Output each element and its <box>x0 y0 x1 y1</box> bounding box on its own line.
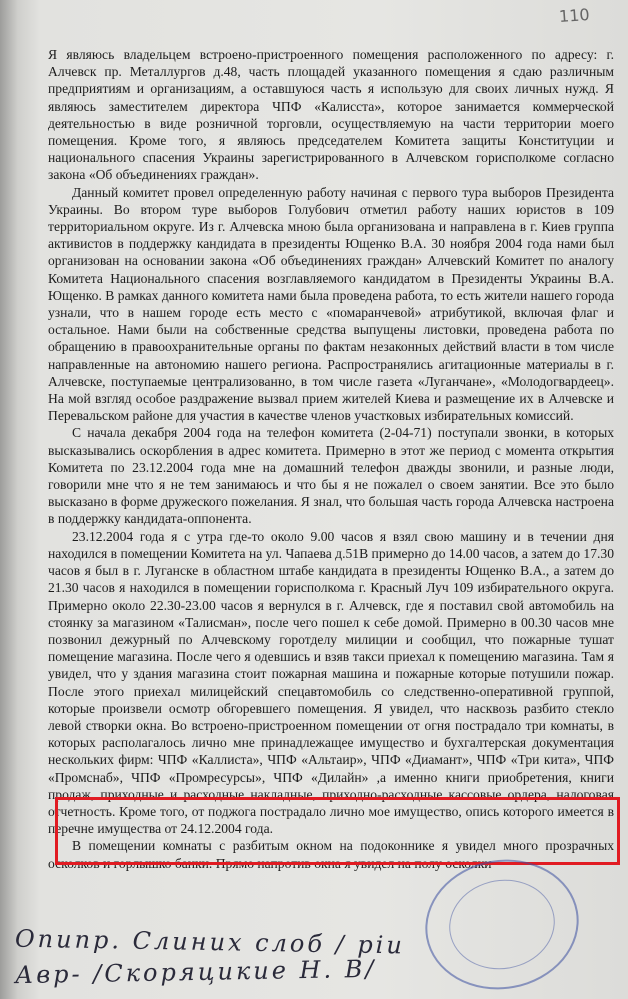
highlight-box <box>55 797 620 865</box>
handwritten-signature: Авр- /Скоряцикие Н. В/ <box>14 954 377 990</box>
paragraph-window: В помещении комнаты с разбитым окном на подоконнике я увидел много прозрачных осколков и горлышко банки. Прямо напротив окна я увидел на полу осколки <box>48 838 614 871</box>
paragraph-owner: Я являюсь владельцем встроено-пристроенного помещения расположенного по адресу: г. Алчевск пр. Металлургов д.48, часть площадей указанного помещения я сдаю различным предприятиям и организациям, а оставшуюся часть я использую для своих личных нужд. Я являюсь заместителем директора ЧПФ «Калисста», которое занимается коммерческой деятельностью в виде розничной торговли, осуществляемую на части территории моего помещения. Кроме того, я являюсь председателем Комитета защиты Конституции и национального спасения Украины зарегистрированного в Алчевском горисполкоме согласно закона «Об объединениях граждан». <box>48 47 614 183</box>
page-number: 110 <box>558 4 591 27</box>
handwritten-note: Опипр. Слиних слоб / ріи <box>14 924 406 960</box>
paragraph-calls: С начала декабря 2004 года на телефон комитета (2-04-71) поступали звонки, в которых высказывались оскорбления в адрес комитета. Примерно в этот же период с момента открытия Комитета по 23.12.2004 года мне на домашний телефон дважды звонили, и разные люди, говорили мне что я не тем занимаюсь и что бы я не пожалел о своем занятии. Все это было высказано в форме дружеского пожелания. Я знал, что большая часть города Алчевска настроена в поддержку кандидата-оппонента. <box>48 425 614 527</box>
paragraph-fire: 23.12.2004 года я с утра где-то около 9.00 часов я взял свою машину и в течении дня находился в помещении Комитета на ул. Чапаева д.51В примерно до 14.00 часов, а затем до 17.30 часов я был в г. Луганске в областном штабе кандидата в президенты Ющенко В.А., а затем до 21.30 часов я находился в помещении горисполкома г. Красный Луч 109 избирательного округа. Примерно около 22.30-23.00 часов я вернулся в г. Алчевск, где я поставил свой автомобиль на стоянку за магазином «Талисман», после чего пошел к себе домой. Примерно в 00.30 часов мне позвонил дежурный по Алчевскому горотделу милиции и сообщил, что пожарные тушат помещение магазина. После чего я одевшись и взяв такси приехал к помещению магазина. Там я увидел, что у здания магазина стоит пожарная машина и пожарные которые потушили пожар. После этого приехал милицейский спецавтомобиль со следственно-оперативной группой, которые произвели осмотр обгоревшего помещения. Я увидел, что насквозь разбито стекло левой створки окна. Во встроено-пристроенном помещении от огня пострадало три комнаты, в которых располагалось лично мне принадлежащее имущество и бухгалтерская документация нескольких фирм: ЧПФ «Каллиста», ЧПФ «Альтаир», ЧПФ «Диамант», ЧПФ «Три кита», ЧПФ «Промснаб», ЧПФ «Промресурсы», ЧПФ «Дилайн» ,а именно книги приобретения, книги продаж, приходные и расходные накладные, приходно-расходные кассовые ордера, налоговая отчетность. Кроме того, от поджога пострадало лично мое имущество, опись которого имеется в перечне имущества от 24.12.2004 года. <box>48 528 614 837</box>
document-body <box>48 46 614 872</box>
paragraph-committee: Данный комитет провел определенную работу начиная с первого тура выборов Президента Украины. Во втором туре выборов Голубович отметил работу наших юристов в 109 территориальном округе. Из г. Алчевска мною была организована и направлена в г. Киев группа активистов в поддержку кандидата в президенты Ющенко В.А. 30 ноября 2004 года нами был организован на основании закона «Об объединениях граждан» Алчевский Комитет по аналогу Комитета Национального спасения возглавляемого кандидатом в Президенты Украины В.А. Ющенко. В рамках данного комитета нами была проведена работа, то есть жители нашего города узнали, что в нашем городе есть место с «помаранчевой» атрибутикой, включая флаг и остальное. Нами были на собственные средства выпущены листовки, проведена работа по обращению в правоохранительные органы по фактам незаконных действий власти в том числе направленные на автономию нашего региона. Распространялись агитационные материалы в г. Алчевске, поступаемые централизованно, в том числе газета «Луганчане», «Молодогвардеец». На мой взгляд особое раздражение вызвал прием жителей Киева и размещение их в Алчевске и Перевальском районе для участия в качестве членов участковых избирательных комиссий. <box>48 184 614 424</box>
